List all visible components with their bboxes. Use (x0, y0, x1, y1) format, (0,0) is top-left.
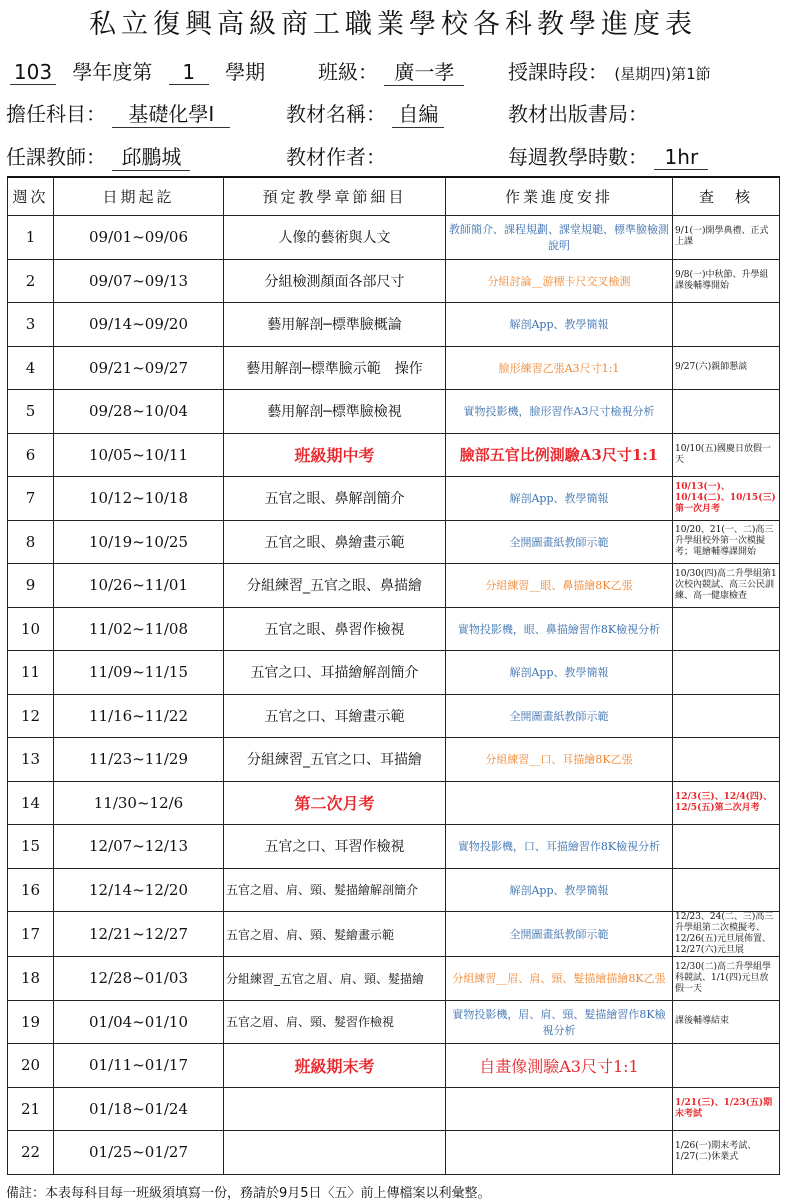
date-cell: 01/04~01/10 (54, 1000, 224, 1044)
publisher-label: 教材出版書局： (508, 102, 648, 126)
homework-cell: 自畫像測驗A3尺寸1:1 (446, 1044, 673, 1088)
time-label: 授課時段： (508, 60, 608, 84)
chapter-cell: 人像的藝術與人文 (224, 216, 446, 260)
week-cell: 21 (8, 1087, 54, 1131)
chapter-cell: 五官之口、耳習作檢視 (224, 825, 446, 869)
week-cell: 9 (8, 564, 54, 608)
homework-cell: 分組討論__游標卡尺交叉檢測 (446, 259, 673, 303)
check-cell (673, 651, 780, 695)
hours-value: 1hr (654, 145, 708, 170)
check-cell: 12/23、24(二、三)高三升學組第二次模擬考、12/26(五)元旦展佈置、12/27(六)元旦展 (673, 912, 780, 957)
chapter-cell (224, 1131, 446, 1175)
publisher-field (508, 98, 648, 127)
homework-cell: 全開圖畫紙教師示範 (446, 694, 673, 738)
chapter-cell (224, 1087, 446, 1131)
check-cell: 12/30(二)高二升學組學科競試、1/1(四)元旦放假一天 (673, 957, 780, 1001)
homework-cell: 臉部五官比例測驗A3尺寸1:1 (446, 433, 673, 477)
homework-cell: 實物投影機，眼、鼻描繪習作8K檢視分析 (446, 607, 673, 651)
check-cell: 12/3(三)、12/4(四)、12/5(五)第二次月考 (673, 781, 780, 825)
table-row (8, 1000, 780, 1044)
class-field (318, 56, 464, 86)
table-row (8, 1131, 780, 1175)
homework-cell: 分組練習__口、耳描繪8K乙張 (446, 738, 673, 782)
hours-label: 每週教學時數： (508, 145, 648, 169)
header-line-1 (10, 56, 265, 85)
week-cell: 20 (8, 1044, 54, 1088)
table-row (8, 520, 780, 564)
hours-field (508, 141, 708, 170)
check-cell: 10/20、21(一、二)高三升學組校外第一次模擬考；電繪輔導課開始 (673, 520, 780, 564)
date-cell: 09/14~09/20 (54, 303, 224, 347)
date-cell: 11/02~11/08 (54, 607, 224, 651)
check-cell (673, 868, 780, 912)
author-field (286, 141, 386, 170)
chapter-cell: 分組練習_五官之眼、鼻描繪 (224, 564, 446, 608)
week-cell: 17 (8, 912, 54, 957)
check-cell: 9/8(一)中秋節、升學組課後輔導開始 (673, 259, 780, 303)
material-value: 自編 (392, 98, 444, 128)
semester-value: 1 (169, 60, 209, 85)
homework-cell: 全開圖畫紙教師示範 (446, 520, 673, 564)
footnote: 備註：本表每科目每一班級須填寫一份，務請於9月5日〈五〉前上傳檔案以利彙整。 (6, 1186, 491, 1201)
subject-value: 基礎化學Ⅰ (112, 98, 230, 128)
homework-cell: 分組練習__眼、鼻描繪8K乙張 (446, 564, 673, 608)
homework-cell: 解剖App、教學簡報 (446, 868, 673, 912)
week-cell: 5 (8, 390, 54, 434)
chapter-cell: 分組練習_五官之眉、肩、頸、髮描繪 (224, 957, 446, 1001)
week-cell: 22 (8, 1131, 54, 1175)
date-cell: 11/09~11/15 (54, 651, 224, 695)
table-row (8, 694, 780, 738)
header-week: 週次 (8, 177, 54, 216)
material-label: 教材名稱： (286, 102, 386, 126)
table-row (8, 259, 780, 303)
date-cell: 12/14~12/20 (54, 868, 224, 912)
homework-cell: 全開圖畫紙教師示範 (446, 912, 673, 957)
table-row (8, 607, 780, 651)
week-cell: 14 (8, 781, 54, 825)
check-cell (673, 1044, 780, 1088)
week-cell: 6 (8, 433, 54, 477)
date-cell: 09/01~09/06 (54, 216, 224, 260)
week-cell: 12 (8, 694, 54, 738)
week-cell: 15 (8, 825, 54, 869)
homework-cell: 分組練習__眉、肩、頸、髮描繪描繪8K乙張 (446, 957, 673, 1001)
week-cell: 19 (8, 1000, 54, 1044)
header-homework: 作業進度安排 (446, 177, 673, 216)
table-row (8, 346, 780, 390)
table-row (8, 957, 780, 1001)
semester-label: 學期 (225, 60, 266, 84)
date-cell: 11/16~11/22 (54, 694, 224, 738)
date-cell: 12/28~01/03 (54, 957, 224, 1001)
week-cell: 7 (8, 477, 54, 521)
date-cell: 09/21~09/27 (54, 346, 224, 390)
check-cell: 10/13(一)、10/14(二)、10/15(三)第一次月考 (673, 477, 780, 521)
chapter-cell: 分組練習_五官之口、耳描繪 (224, 738, 446, 782)
teacher-field (6, 141, 190, 171)
chapter-cell: 五官之口、耳繪畫示範 (224, 694, 446, 738)
time-field (508, 56, 711, 85)
week-cell: 4 (8, 346, 54, 390)
chapter-cell: 五官之眼、鼻習作檢視 (224, 607, 446, 651)
table-row (8, 651, 780, 695)
check-cell: 10/30(四)高二升學組第1次校內競試、高三公民訓練、高一健康檢查 (673, 564, 780, 608)
date-cell: 11/30~12/6 (54, 781, 224, 825)
chapter-cell: 五官之眉、肩、頸、髮習作檢視 (224, 1000, 446, 1044)
week-cell: 13 (8, 738, 54, 782)
homework-cell: 實物投影機，眉、肩、頸、髮描繪習作8K檢視分析 (446, 1000, 673, 1044)
homework-cell: 臉形練習乙張A3尺寸1:1 (446, 346, 673, 390)
table-row (8, 1087, 780, 1131)
table-row (8, 216, 780, 260)
homework-cell (446, 781, 673, 825)
class-value: 廣一孝 (384, 56, 464, 86)
date-cell: 10/05~10/11 (54, 433, 224, 477)
teacher-value: 邱鵬城 (112, 141, 190, 171)
chapter-cell: 藝用解剖─標準臉示範 操作 (224, 346, 446, 390)
check-cell (673, 303, 780, 347)
table-row (8, 1044, 780, 1088)
table-header-row (8, 177, 780, 216)
date-cell: 01/11~01/17 (54, 1044, 224, 1088)
material-field (286, 98, 444, 128)
check-cell (673, 694, 780, 738)
time-value: (星期四)第1節 (614, 65, 711, 83)
table-row (8, 912, 780, 957)
homework-cell: 實物投影機，口、耳描繪習作8K檢視分析 (446, 825, 673, 869)
check-cell: 1/26(一)期末考試、1/27(二)休業式 (673, 1131, 780, 1175)
date-cell: 09/07~09/13 (54, 259, 224, 303)
table-row (8, 303, 780, 347)
table-row (8, 825, 780, 869)
header-date: 日期起訖 (54, 177, 224, 216)
table-row (8, 564, 780, 608)
subject-label: 擔任科目： (6, 102, 106, 126)
homework-cell (446, 1087, 673, 1131)
table-row (8, 868, 780, 912)
chapter-cell: 班級期中考 (224, 433, 446, 477)
author-label: 教材作者： (286, 145, 386, 169)
progress-table (7, 176, 780, 1175)
table-row (8, 738, 780, 782)
date-cell: 11/23~11/29 (54, 738, 224, 782)
chapter-cell: 藝用解剖─標準臉概論 (224, 303, 446, 347)
date-cell: 10/12~10/18 (54, 477, 224, 521)
header-chapter: 預定教學章節細目 (224, 177, 446, 216)
table-row (8, 433, 780, 477)
check-cell: 9/1(一)開學典禮、正式上課 (673, 216, 780, 260)
week-cell: 10 (8, 607, 54, 651)
check-cell: 9/27(六)親師懇談 (673, 346, 780, 390)
homework-cell: 解剖App、教學簡報 (446, 651, 673, 695)
date-cell: 01/18~01/24 (54, 1087, 224, 1131)
week-cell: 3 (8, 303, 54, 347)
page-title: 私立復興高級商工職業學校各科教學進度表 (89, 9, 697, 40)
chapter-cell: 五官之口、耳描繪解剖簡介 (224, 651, 446, 695)
check-cell: 10/10(五)國慶日放假一天 (673, 433, 780, 477)
chapter-cell: 五官之眉、肩、頸、髮繪畫示範 (224, 912, 446, 957)
teacher-label: 任課教師： (6, 145, 106, 169)
check-cell (673, 738, 780, 782)
homework-cell: 解剖App、教學簡報 (446, 303, 673, 347)
check-cell (673, 390, 780, 434)
chapter-cell: 第二次月考 (224, 781, 446, 825)
table-body (8, 216, 780, 1175)
year-label: 學年度第 (72, 60, 153, 84)
class-label: 班級： (318, 60, 378, 84)
table-row (8, 477, 780, 521)
chapter-cell: 分組檢測顏面各部尺寸 (224, 259, 446, 303)
date-cell: 01/25~01/27 (54, 1131, 224, 1175)
check-cell: 課後輔導結束 (673, 1000, 780, 1044)
table-row (8, 781, 780, 825)
date-cell: 10/26~11/01 (54, 564, 224, 608)
check-cell (673, 607, 780, 651)
week-cell: 16 (8, 868, 54, 912)
date-cell: 10/19~10/25 (54, 520, 224, 564)
date-cell: 12/07~12/13 (54, 825, 224, 869)
chapter-cell: 藝用解剖─標準臉檢視 (224, 390, 446, 434)
chapter-cell: 班級期末考 (224, 1044, 446, 1088)
subject-field (6, 98, 230, 128)
chapter-cell: 五官之眼、鼻解剖簡介 (224, 477, 446, 521)
week-cell: 2 (8, 259, 54, 303)
date-cell: 12/21~12/27 (54, 912, 224, 957)
check-cell: 1/21(三)、1/23(五)期末考試 (673, 1087, 780, 1131)
homework-cell: 教師簡介、課程規劃、課堂規範、標準臉檢測說明 (446, 216, 673, 260)
chapter-cell: 五官之眼、鼻繪畫示範 (224, 520, 446, 564)
check-cell (673, 825, 780, 869)
header-check: 查 核 (673, 177, 780, 216)
homework-cell: 實物投影機，臉形習作A3尺寸檢視分析 (446, 390, 673, 434)
homework-cell (446, 1131, 673, 1175)
week-cell: 1 (8, 216, 54, 260)
week-cell: 11 (8, 651, 54, 695)
table-row (8, 390, 780, 434)
chapter-cell: 五官之眉、肩、頸、髮描繪解剖簡介 (224, 868, 446, 912)
year-value: 103 (10, 60, 56, 85)
date-cell: 09/28~10/04 (54, 390, 224, 434)
week-cell: 18 (8, 957, 54, 1001)
homework-cell: 解剖App、教學簡報 (446, 477, 673, 521)
week-cell: 8 (8, 520, 54, 564)
